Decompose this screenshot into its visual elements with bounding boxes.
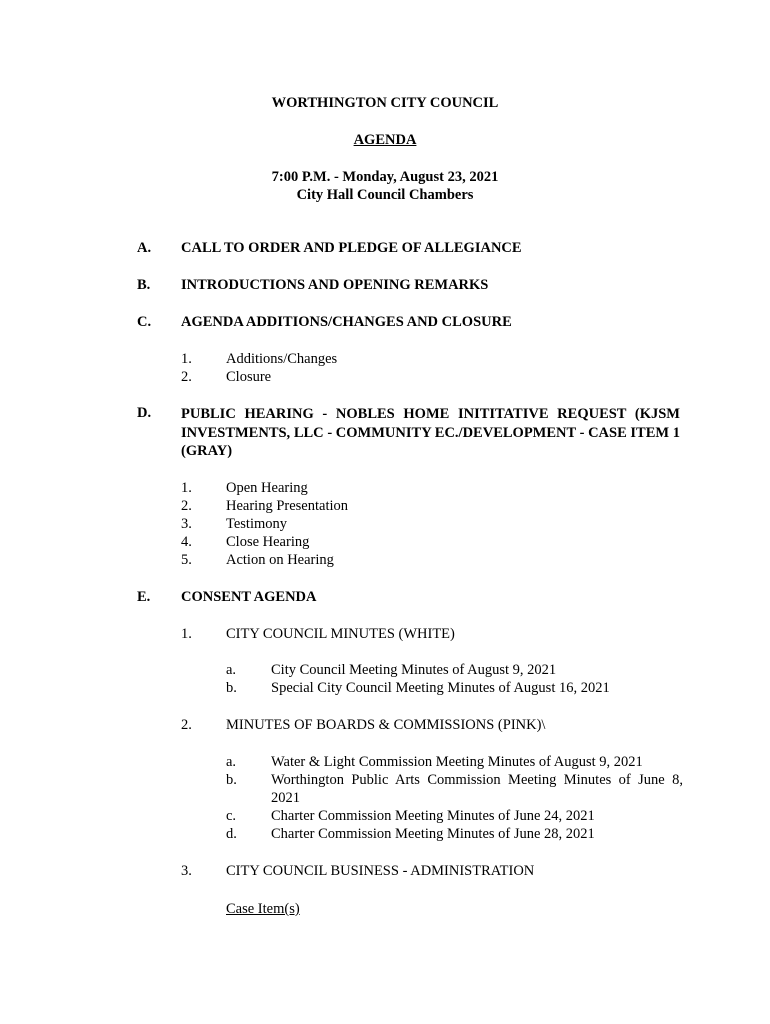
list-item: Closure	[226, 369, 272, 385]
list-item-number: 1.	[181, 351, 192, 367]
list-item-number: 2.	[181, 717, 192, 733]
sub-item-letter: b.	[226, 680, 237, 696]
sub-item-letter: b.	[226, 772, 237, 788]
list-item-number: 1.	[181, 626, 192, 642]
list-item: Close Hearing	[226, 534, 310, 550]
section-a-letter: A.	[137, 240, 152, 256]
list-item-number: 2.	[181, 498, 192, 514]
agenda-title: AGENDA	[353, 132, 417, 148]
section-b-letter: B.	[137, 277, 151, 293]
list-item: MINUTES OF BOARDS & COMMISSIONS (PINK)\	[226, 717, 546, 733]
list-item-number: 1.	[181, 480, 192, 496]
list-item: CITY COUNCIL MINUTES (WHITE)	[226, 626, 455, 642]
sub-item-letter: a.	[226, 754, 237, 770]
sub-item: Charter Commission Meeting Minutes of June 28, 2021	[271, 826, 595, 842]
list-item: Additions/Changes	[226, 351, 338, 367]
sub-item: Charter Commission Meeting Minutes of June 24, 2021	[271, 808, 595, 824]
sub-item: Water & Light Commission Meeting Minutes of August 9, 2021	[271, 754, 643, 770]
section-b-title: INTRODUCTIONS AND OPENING REMARKS	[181, 277, 489, 293]
list-item: CITY COUNCIL BUSINESS - ADMINISTRATION	[226, 863, 535, 879]
section-e-title: CONSENT AGENDA	[181, 589, 317, 605]
list-item: Testimony	[226, 516, 288, 532]
sub-item: Special City Council Meeting Minutes of August 16, 2021	[271, 680, 610, 696]
case-items-subheading: Case Item(s)	[226, 901, 300, 917]
meeting-location: City Hall Council Chambers	[296, 187, 474, 203]
meeting-datetime: 7:00 P.M. - Monday, August 23, 2021	[271, 169, 499, 185]
sub-item-letter: c.	[226, 808, 237, 824]
sub-item: City Council Meeting Minutes of August 9, 2021	[271, 662, 557, 678]
section-e-letter: E.	[137, 589, 151, 605]
list-item: Open Hearing	[226, 480, 308, 496]
sub-item-letter: d.	[226, 826, 237, 842]
list-item-number: 3.	[181, 863, 192, 879]
list-item-number: 4.	[181, 534, 192, 550]
sub-item: Worthington Public Arts Commission Meeting Minutes of June 8, 2021	[271, 772, 683, 806]
list-item-number: 2.	[181, 369, 192, 385]
section-d-letter: D.	[137, 405, 152, 421]
section-d-title: PUBLIC HEARING - NOBLES HOME INITITATIVE REQUEST (KJSM INVESTMENTS, LLC - COMMUNITY EC./DEVELOPMENT - CASE ITEM 1 (GRAY)	[181, 406, 680, 459]
section-c-letter: C.	[137, 314, 152, 330]
list-item-number: 3.	[181, 516, 192, 532]
list-item: Hearing Presentation	[226, 498, 349, 514]
council-name: WORTHINGTON CITY COUNCIL	[271, 95, 499, 111]
list-item: Action on Hearing	[226, 552, 334, 568]
section-c-title: AGENDA ADDITIONS/CHANGES AND CLOSURE	[181, 314, 512, 330]
sub-item-letter: a.	[226, 662, 237, 678]
list-item-number: 5.	[181, 552, 192, 568]
section-a-title: CALL TO ORDER AND PLEDGE OF ALLEGIANCE	[181, 240, 522, 256]
